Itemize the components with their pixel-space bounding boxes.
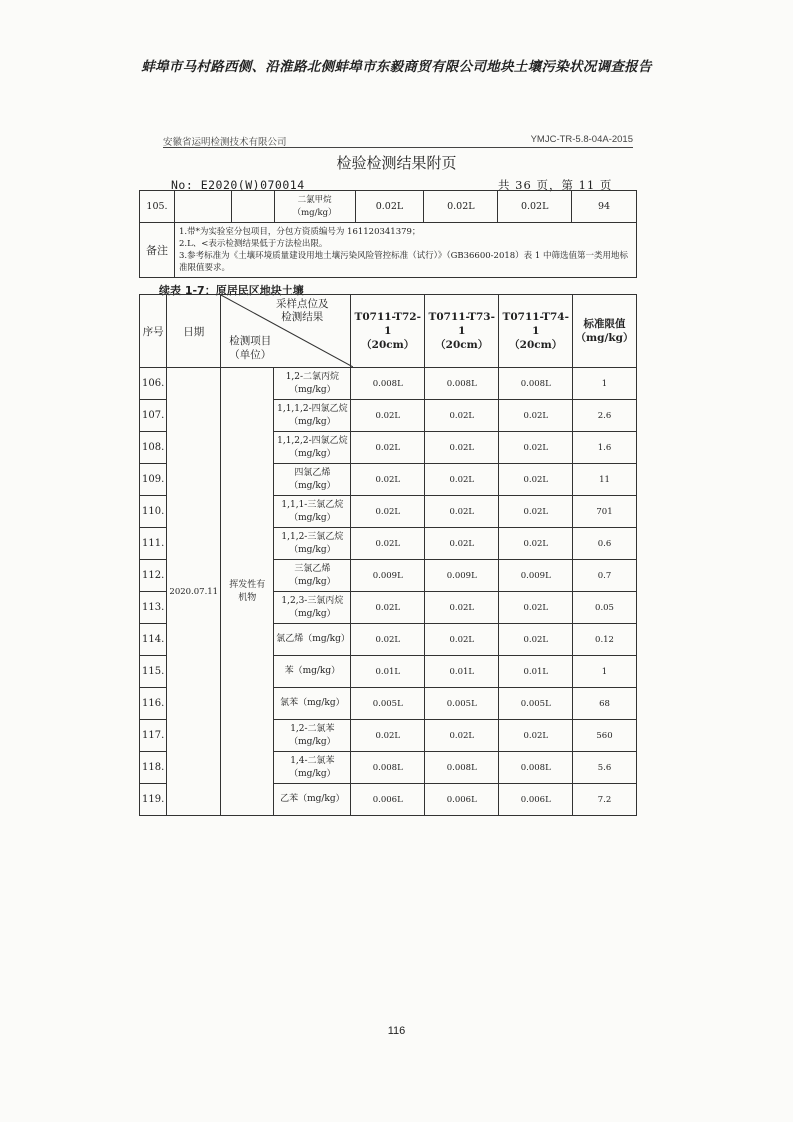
item-cell: 三氯乙烯（mg/kg）	[274, 560, 351, 592]
value-cell: 0.009L	[425, 560, 499, 592]
item-cell: 1,2,3-三氯丙烷（mg/kg）	[274, 592, 351, 624]
company-name: 安徽省运明检测技术有限公司	[163, 137, 287, 148]
value-cell: 0.02L	[351, 720, 425, 752]
item-cell: 1,2-二氯苯（mg/kg）	[274, 720, 351, 752]
value-cell: 0.02L	[499, 720, 573, 752]
row-seq: 112.	[140, 560, 167, 592]
limit-cell: 2.6	[573, 400, 637, 432]
sample-depth: （20cm）	[435, 339, 489, 351]
empty-cell	[231, 191, 274, 223]
item-unit: （mg/kg）	[292, 207, 337, 218]
table-row	[140, 191, 637, 223]
note-3: 3.参考标准为《土壤环境质量建设用地土壤污染风险管控标准（试行）》（GB36600-2018）表 1 中筛选值第一类用地标准限值要求。	[178, 251, 628, 273]
limit-cell: 94	[572, 191, 637, 223]
limit-cell: 701	[573, 496, 637, 528]
limit-cell: 0.7	[573, 560, 637, 592]
notes-label: 备注	[140, 223, 175, 278]
row-seq: 111.	[140, 528, 167, 560]
row-seq: 115.	[140, 656, 167, 688]
limit-cell: 0.12	[573, 624, 637, 656]
item-cell: 1,1,1-三氯乙烷（mg/kg）	[274, 496, 351, 528]
sample-id: T0711-T72-1	[354, 311, 421, 337]
limit-cell: 5.6	[573, 752, 637, 784]
value-cell: 0.006L	[425, 784, 499, 816]
value-cell: 0.008L	[425, 752, 499, 784]
value-cell: 0.02L	[499, 592, 573, 624]
value-cell: 0.02L	[351, 528, 425, 560]
value-cell: 0.02L	[351, 400, 425, 432]
note-2: 2.L、<表示检测结果低于方法检出限。	[178, 239, 328, 249]
item-cell: 1,1,2,2-四氯乙烷（mg/kg）	[274, 432, 351, 464]
value-cell: 0.01L	[499, 656, 573, 688]
limit-cell: 0.6	[573, 528, 637, 560]
limit-cell: 7.2	[573, 784, 637, 816]
row-seq: 109.	[140, 464, 167, 496]
results-body	[140, 368, 637, 816]
value-cell: 0.02L	[499, 528, 573, 560]
limit-cell: 1	[573, 368, 637, 400]
page-number: 116	[387, 1025, 406, 1037]
seq-header: 序号	[140, 295, 167, 368]
value-cell: 0.02L	[425, 720, 499, 752]
sample-depth: （20cm）	[361, 339, 415, 351]
value-cell: 0.009L	[499, 560, 573, 592]
sample-id: T0711-T73-1	[428, 311, 495, 337]
sample-column-header-2	[425, 295, 499, 368]
limit-cell: 560	[573, 720, 637, 752]
diagonal-top-line1: 采样点位及	[275, 298, 329, 310]
value-cell: 0.02L	[499, 400, 573, 432]
date-cell: 2020.07.11	[167, 368, 221, 816]
sample-depth: （20cm）	[509, 339, 563, 351]
value-cell: 0.005L	[425, 688, 499, 720]
value-cell: 0.02L	[351, 624, 425, 656]
value-cell: 0.006L	[351, 784, 425, 816]
item-name: 二氯甲烷	[297, 194, 332, 205]
value-cell: 0.02L	[351, 432, 425, 464]
value-cell: 0.006L	[499, 784, 573, 816]
soil-results-table	[139, 294, 637, 816]
row-seq: 105.	[140, 191, 175, 223]
value-cell: 0.008L	[499, 368, 573, 400]
value-cell: 0.02L	[425, 496, 499, 528]
value-cell: 0.005L	[351, 688, 425, 720]
row-seq: 114.	[140, 624, 167, 656]
item-cell: 乙苯（mg/kg）	[274, 784, 351, 816]
row-seq: 118.	[140, 752, 167, 784]
row-seq: 107.	[140, 400, 167, 432]
notes-row	[140, 223, 637, 278]
value-cell: 0.02L	[499, 464, 573, 496]
limit-cell: 0.05	[573, 592, 637, 624]
document-code: YMJC-TR-5.8-04A-2015	[530, 134, 633, 145]
sample-column-header-1	[351, 295, 425, 368]
previous-results-table	[139, 190, 637, 278]
note-1: 1.带*为实验室分包项目，分包方资质编号为 161120341379；	[178, 227, 421, 237]
value-cell: 0.02L	[355, 191, 424, 223]
table-subtitle: 续表 1-7：原居民区地块土壤	[159, 284, 304, 297]
empty-cell	[174, 191, 231, 223]
sample-id: T0711-T74-1	[502, 311, 569, 337]
row-seq: 119.	[140, 784, 167, 816]
value-cell: 0.02L	[499, 496, 573, 528]
diagonal-header	[221, 295, 351, 368]
item-cell: 氯苯（mg/kg）	[274, 688, 351, 720]
value-cell: 0.02L	[425, 592, 499, 624]
value-cell: 0.02L	[351, 592, 425, 624]
value-cell: 0.02L	[425, 400, 499, 432]
diagonal-header-top	[276, 298, 329, 324]
value-cell: 0.008L	[425, 368, 499, 400]
diagonal-header-bottom	[229, 334, 271, 362]
value-cell: 0.02L	[425, 528, 499, 560]
item-cell: 1,2-二氯丙烷（mg/kg）	[274, 368, 351, 400]
item-cell: 1,1,1,2-四氯乙烷（mg/kg）	[274, 400, 351, 432]
value-cell: 0.008L	[351, 368, 425, 400]
diagonal-bottom-line2: （单位）	[229, 349, 272, 361]
item-cell	[274, 191, 355, 223]
item-cell: 四氯乙烯（mg/kg）	[274, 464, 351, 496]
notes-cell	[174, 223, 636, 278]
value-cell: 0.02L	[424, 191, 498, 223]
diagonal-bottom-line1: 检测项目	[229, 335, 272, 347]
limit-cell: 1.6	[573, 432, 637, 464]
value-cell: 0.008L	[351, 752, 425, 784]
row-seq: 106.	[140, 368, 167, 400]
value-cell: 0.02L	[351, 496, 425, 528]
report-number: No: E2020(W)070014	[171, 178, 305, 192]
top-rule	[163, 147, 633, 148]
row-seq: 116.	[140, 688, 167, 720]
value-cell: 0.02L	[499, 432, 573, 464]
header-row	[140, 295, 637, 368]
value-cell: 0.02L	[425, 624, 499, 656]
sample-column-header-3	[499, 295, 573, 368]
limit-cell: 68	[573, 688, 637, 720]
item-cell: 1,1,2-三氯乙烷（mg/kg）	[274, 528, 351, 560]
value-cell: 0.02L	[499, 624, 573, 656]
value-cell: 0.02L	[351, 464, 425, 496]
value-cell: 0.02L	[425, 432, 499, 464]
report-header: 蚌埠市马村路西侧、沿淮路北侧蚌埠市东毅商贸有限公司地块土壤污染状况调查报告	[141, 59, 652, 75]
limit-cell: 1	[573, 656, 637, 688]
document-title: 检验检测结果附页	[336, 154, 457, 172]
value-cell: 0.005L	[499, 688, 573, 720]
page-count: 共 36 页，第 11 页	[498, 178, 613, 192]
diagonal-top-line2: 检测结果	[281, 311, 324, 323]
value-cell: 0.009L	[351, 560, 425, 592]
limit-cell: 11	[573, 464, 637, 496]
value-cell: 0.02L	[498, 191, 572, 223]
date-header: 日期	[167, 295, 221, 368]
row-seq: 110.	[140, 496, 167, 528]
category-cell: 挥发性有机物	[221, 368, 274, 816]
row-seq: 117.	[140, 720, 167, 752]
item-cell: 氯乙烯（mg/kg）	[274, 624, 351, 656]
limit-header-line1: 标准限值	[583, 318, 626, 330]
row-seq: 113.	[140, 592, 167, 624]
value-cell: 0.01L	[425, 656, 499, 688]
item-cell: 1,4-二氯苯（mg/kg）	[274, 752, 351, 784]
value-cell: 0.01L	[351, 656, 425, 688]
table-row	[140, 368, 637, 400]
value-cell: 0.02L	[425, 464, 499, 496]
item-cell: 苯（mg/kg）	[274, 656, 351, 688]
row-seq: 108.	[140, 432, 167, 464]
limit-header	[573, 295, 637, 368]
limit-header-line2: （mg/kg）	[575, 332, 634, 344]
value-cell: 0.008L	[499, 752, 573, 784]
